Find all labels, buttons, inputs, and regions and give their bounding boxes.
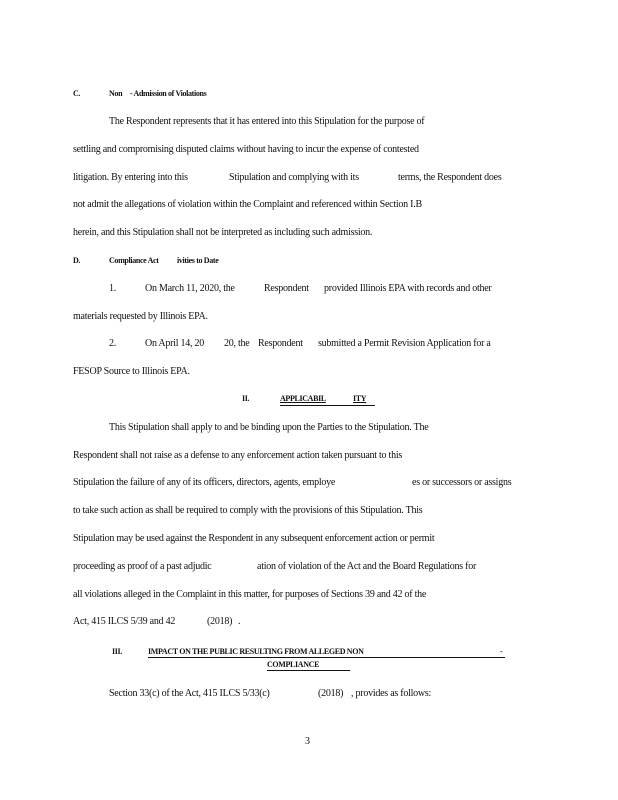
section-ii-title-underline bbox=[280, 405, 375, 406]
section-ii-line-3a: Stipulation the failure of any of its officers, directors, agents, employe bbox=[73, 477, 336, 488]
section-iii-title-part1: IMPACT ON THE PUBLIC RESULTING FROM ALLEGED NON bbox=[148, 647, 364, 656]
section-iii-number: III. bbox=[112, 647, 122, 656]
section-c-line-3b: Stipulation and complying with its bbox=[229, 172, 359, 183]
section-c-line-2: settling and compromising disputed claims without having to incur the expense of contested bbox=[73, 144, 419, 155]
section-c-line-1: The Respondent represents that it has entered into this Stipulation for the purpose of bbox=[109, 116, 425, 127]
section-ii-line-3b: es or successors or assigns bbox=[412, 477, 512, 488]
item-1-text-c: provided Illinois EPA with records and other bbox=[324, 283, 492, 294]
section-ii-number: II. bbox=[242, 394, 250, 403]
section-c-line-3c: terms, the Respondent does bbox=[398, 172, 502, 183]
item-2-text-a: On April 14, 20 bbox=[145, 338, 205, 349]
section-ii-line-8a: Act, 415 ILCS 5/39 and 42 bbox=[73, 616, 176, 627]
section-c-line-5: herein, and this Stipulation shall not be interpreted as including such admission. bbox=[73, 227, 373, 238]
item-1-number: 1. bbox=[109, 283, 116, 294]
item-2-text-b: 20, the bbox=[224, 338, 250, 349]
section-d-title-part1: Compliance Act bbox=[109, 256, 159, 265]
section-iii-line-c: , provides as follows: bbox=[351, 688, 432, 699]
item-1-text-a: On March 11, 2020, the bbox=[145, 283, 235, 294]
section-c-line-4: not admit the allegations of violation within the Complaint and referenced within Section I.B bbox=[73, 199, 422, 210]
section-ii-line-2: Respondent shall not raise as a defense to any enforcement action taken pursuant to this bbox=[73, 450, 403, 461]
section-iii-title-part2: COMPLIANCE bbox=[267, 660, 320, 669]
section-c-line-3a: litigation. By entering into this bbox=[73, 172, 188, 183]
item-2-number: 2. bbox=[109, 338, 116, 349]
section-ii-line-8b: (2018) bbox=[207, 616, 233, 627]
section-iii-title-underline-2 bbox=[267, 670, 350, 671]
section-ii-title-part2: ITY bbox=[353, 394, 367, 403]
section-c-title-part1: Non bbox=[109, 89, 123, 98]
section-d-label: D. bbox=[73, 256, 81, 265]
item-2-text-c: Respondent bbox=[258, 338, 303, 349]
item-1-text-d: materials requested by Illinois EPA. bbox=[73, 311, 208, 322]
section-ii-line-7: all violations alleged in the Complaint in this matter, for purposes of Sections 39 and 42 of the bbox=[73, 589, 427, 600]
section-ii-line-6b: ation of violation of the Act and the Board Regulations for bbox=[257, 561, 477, 572]
section-ii-line-8c: . bbox=[238, 616, 241, 627]
section-iii-line-a: Section 33(c) of the Act, 415 ILCS 5/33(c) bbox=[109, 688, 270, 699]
item-1-text-b: Respondent bbox=[264, 283, 309, 294]
section-ii-title-part1: APPLICABIL bbox=[280, 394, 326, 403]
section-iii-title-underline-1 bbox=[148, 657, 505, 658]
section-iii-title-dash: - bbox=[500, 647, 503, 656]
page-number: 3 bbox=[305, 736, 310, 747]
section-d-title-part2: ivities to Date bbox=[177, 256, 219, 265]
section-iii-line-b: (2018) bbox=[318, 688, 344, 699]
section-ii-line-1: This Stipulation shall apply to and be binding upon the Parties to the Stipulation. The bbox=[109, 422, 429, 433]
section-c-label: C. bbox=[73, 89, 81, 98]
section-ii-line-4: to take such action as shall be required to comply with the provisions of this Stipulation. This bbox=[73, 505, 423, 516]
item-2-text-d: submitted a Permit Revision Application for a bbox=[318, 338, 491, 349]
section-c-title-part2: - Admission of Violations bbox=[130, 89, 207, 98]
section-ii-line-5: Stipulation may be used against the Respondent in any subsequent enforcement action or permit bbox=[73, 533, 435, 544]
section-ii-line-6a: proceeding as proof of a past adjudic bbox=[73, 561, 212, 572]
item-2-text-e: FESOP Source to Illinois EPA. bbox=[73, 366, 190, 377]
